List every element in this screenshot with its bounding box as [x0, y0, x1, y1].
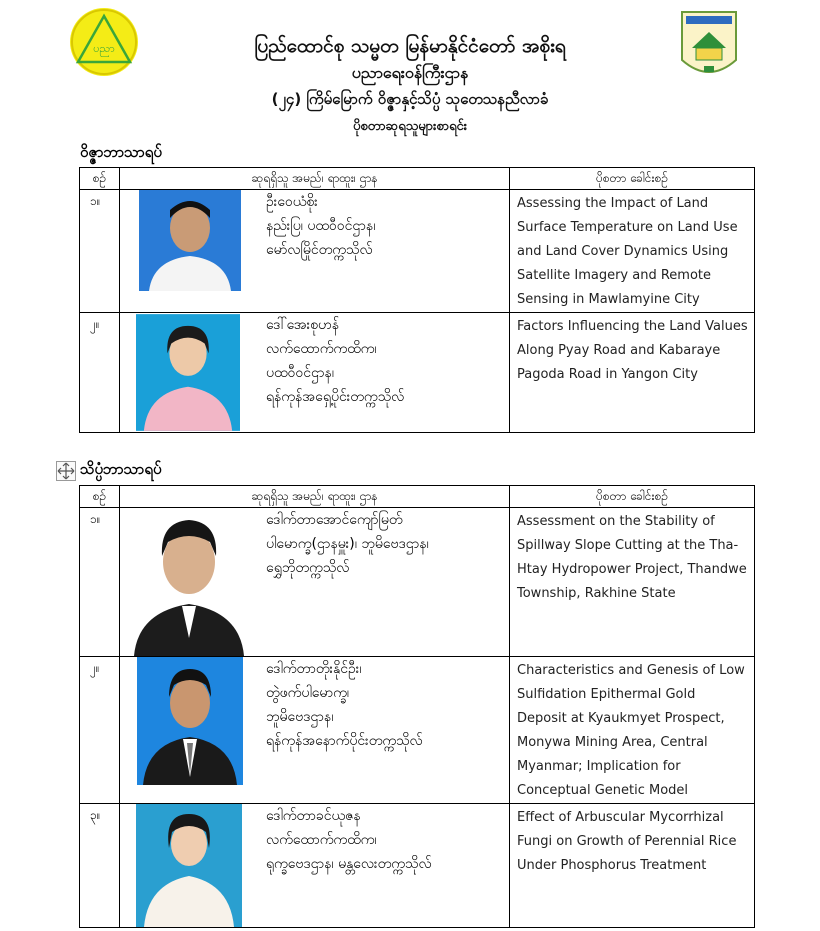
svg-text:ပညာ: ပညာ: [93, 42, 115, 55]
awardee-photo: [138, 190, 242, 291]
awardee-cell: [120, 804, 510, 928]
awardee-cell: [120, 313, 510, 433]
awardee-cell: [120, 657, 510, 804]
awardee-detail: ဘူမိဗေဒဌာန၊: [266, 709, 334, 725]
col-header-title: ပိုစတာ ခေါင်းစဉ်: [510, 168, 755, 190]
col-header-name: ဆုရရှိသူ အမည်၊ ရာထူး၊ ဌာန: [120, 486, 510, 508]
awardee-photo: [136, 804, 242, 931]
arts-table: [79, 167, 755, 433]
awardee-detail: လက်ထောက်ကထိက၊: [266, 341, 377, 357]
awardee-name: ဒေါက်တာတိုးနိုင်ဦး၊: [266, 661, 362, 677]
poster-title: Assessment on the Stability of Spillway Slope Cutting at the Tha-Htay Hydropower Project, Thandwe Township, Rakhine State: [510, 508, 755, 657]
header-line-ministry: ပညာရေးဝန်ကြီးဌာန: [351, 63, 469, 82]
awardee-cell: [120, 190, 510, 313]
awardee-detail: ရုက္ခဗေဒဌာန၊ မန္တလေးတက္ကသိုလ်: [266, 856, 432, 872]
awardee-photo: [137, 657, 243, 789]
row-number: ၃။: [80, 804, 120, 928]
awardee-detail: လက်ထောက်ကထိက၊: [266, 832, 377, 848]
awardee-detail: ရွှေဘိုတက္ကသိုလ်: [266, 560, 350, 576]
row-number: ၁။: [80, 508, 120, 657]
col-header-title: ပိုစတာ ခေါင်းစဉ်: [510, 486, 755, 508]
poster-title: Effect of Arbuscular Mycorrhizal Fungi on Growth of Perennial Rice Under Phosphorus Treatment: [510, 804, 755, 928]
awardee-detail: တွဲဖက်ပါမောက္ခ၊: [266, 685, 350, 701]
table-row: [80, 508, 755, 657]
table-header-row: [80, 486, 755, 508]
col-header-no: စဉ်: [80, 486, 120, 508]
awardee-cell: [120, 508, 510, 657]
table-move-handle-icon[interactable]: [56, 461, 76, 481]
awardee-detail: ပါမောက္ခ(ဌာနမှူး)၊ ဘူမိဗေဒဌာန၊: [266, 536, 429, 552]
awardee-detail: ရန်ကုန်အနောက်ပိုင်းတက္ကသိုလ်: [266, 733, 423, 749]
table-row: [80, 190, 755, 313]
poster-title: Factors Influencing the Land Values Along Pyay Road and Kabaraye Pagoda Road in Yangon City: [510, 313, 755, 433]
awardee-name: ဦးဝေယံစိုး: [266, 194, 318, 210]
table-row: [80, 804, 755, 928]
arts-section-heading: ဝိဇ္ဇာဘာသာရပ်: [80, 143, 162, 161]
science-section-heading: သိပ္ပံဘာသာရပ်: [80, 460, 162, 478]
header-line-conference: (၂၄) ကြိမ်မြောက် ဝိဇ္ဇာနှင့်သိပ္ပံ သုတေသနညီလာခံ: [271, 90, 549, 108]
science-table: [79, 485, 755, 928]
header-line-government: ပြည်ထောင်စု သမ္မတ မြန်မာနိုင်ငံတော် အစိုးရ: [254, 35, 566, 57]
table-header-row: [80, 168, 755, 190]
awardee-detail: မော်လမြိုင်တက္ကသိုလ်: [266, 242, 373, 258]
col-header-name: ဆုရရှိသူ အမည်၊ ရာထူး၊ ဌာန: [120, 168, 510, 190]
table-row: [80, 313, 755, 433]
awardee-detail: ရန်ကုန်အရှေ့ပိုင်းတက္ကသိုလ်: [266, 389, 405, 405]
awardee-name: ဒေါ်အေးစုဟန်: [266, 317, 339, 333]
poster-title: Characteristics and Genesis of Low Sulfidation Epithermal Gold Deposit at Kyaukmyet Prospect, Monywa Mining Area, Central Myanmar; Implication for Conceptual Genetic Model: [510, 657, 755, 804]
awardee-detail: ပထဝီဝင်ဌာန၊: [266, 365, 334, 381]
row-number: ၂။: [80, 313, 120, 433]
awardee-photo: [136, 313, 240, 432]
awardee-name: ဒေါက်တာအောင်ကျော်မြတ်: [266, 512, 403, 528]
row-number: ၂။: [80, 657, 120, 804]
awardee-photo: [130, 508, 248, 660]
poster-title: Assessing the Impact of Land Surface Temperature on Land Use and Land Cover Dynamics Using Satellite Imagery and Remote Sensing in Mawlamyine City: [510, 190, 755, 313]
row-number: ၁။: [80, 190, 120, 313]
awardee-name: ဒေါက်တာခင်ယုဇန: [266, 808, 361, 824]
awardee-detail: နည်းပြ၊ ပထဝီဝင်ဌာန၊: [266, 218, 376, 234]
header-line-list-title: ပိုစတာဆုရသူများစာရင်း: [352, 119, 468, 134]
col-header-no: စဉ်: [80, 168, 120, 190]
table-row: [80, 657, 755, 804]
